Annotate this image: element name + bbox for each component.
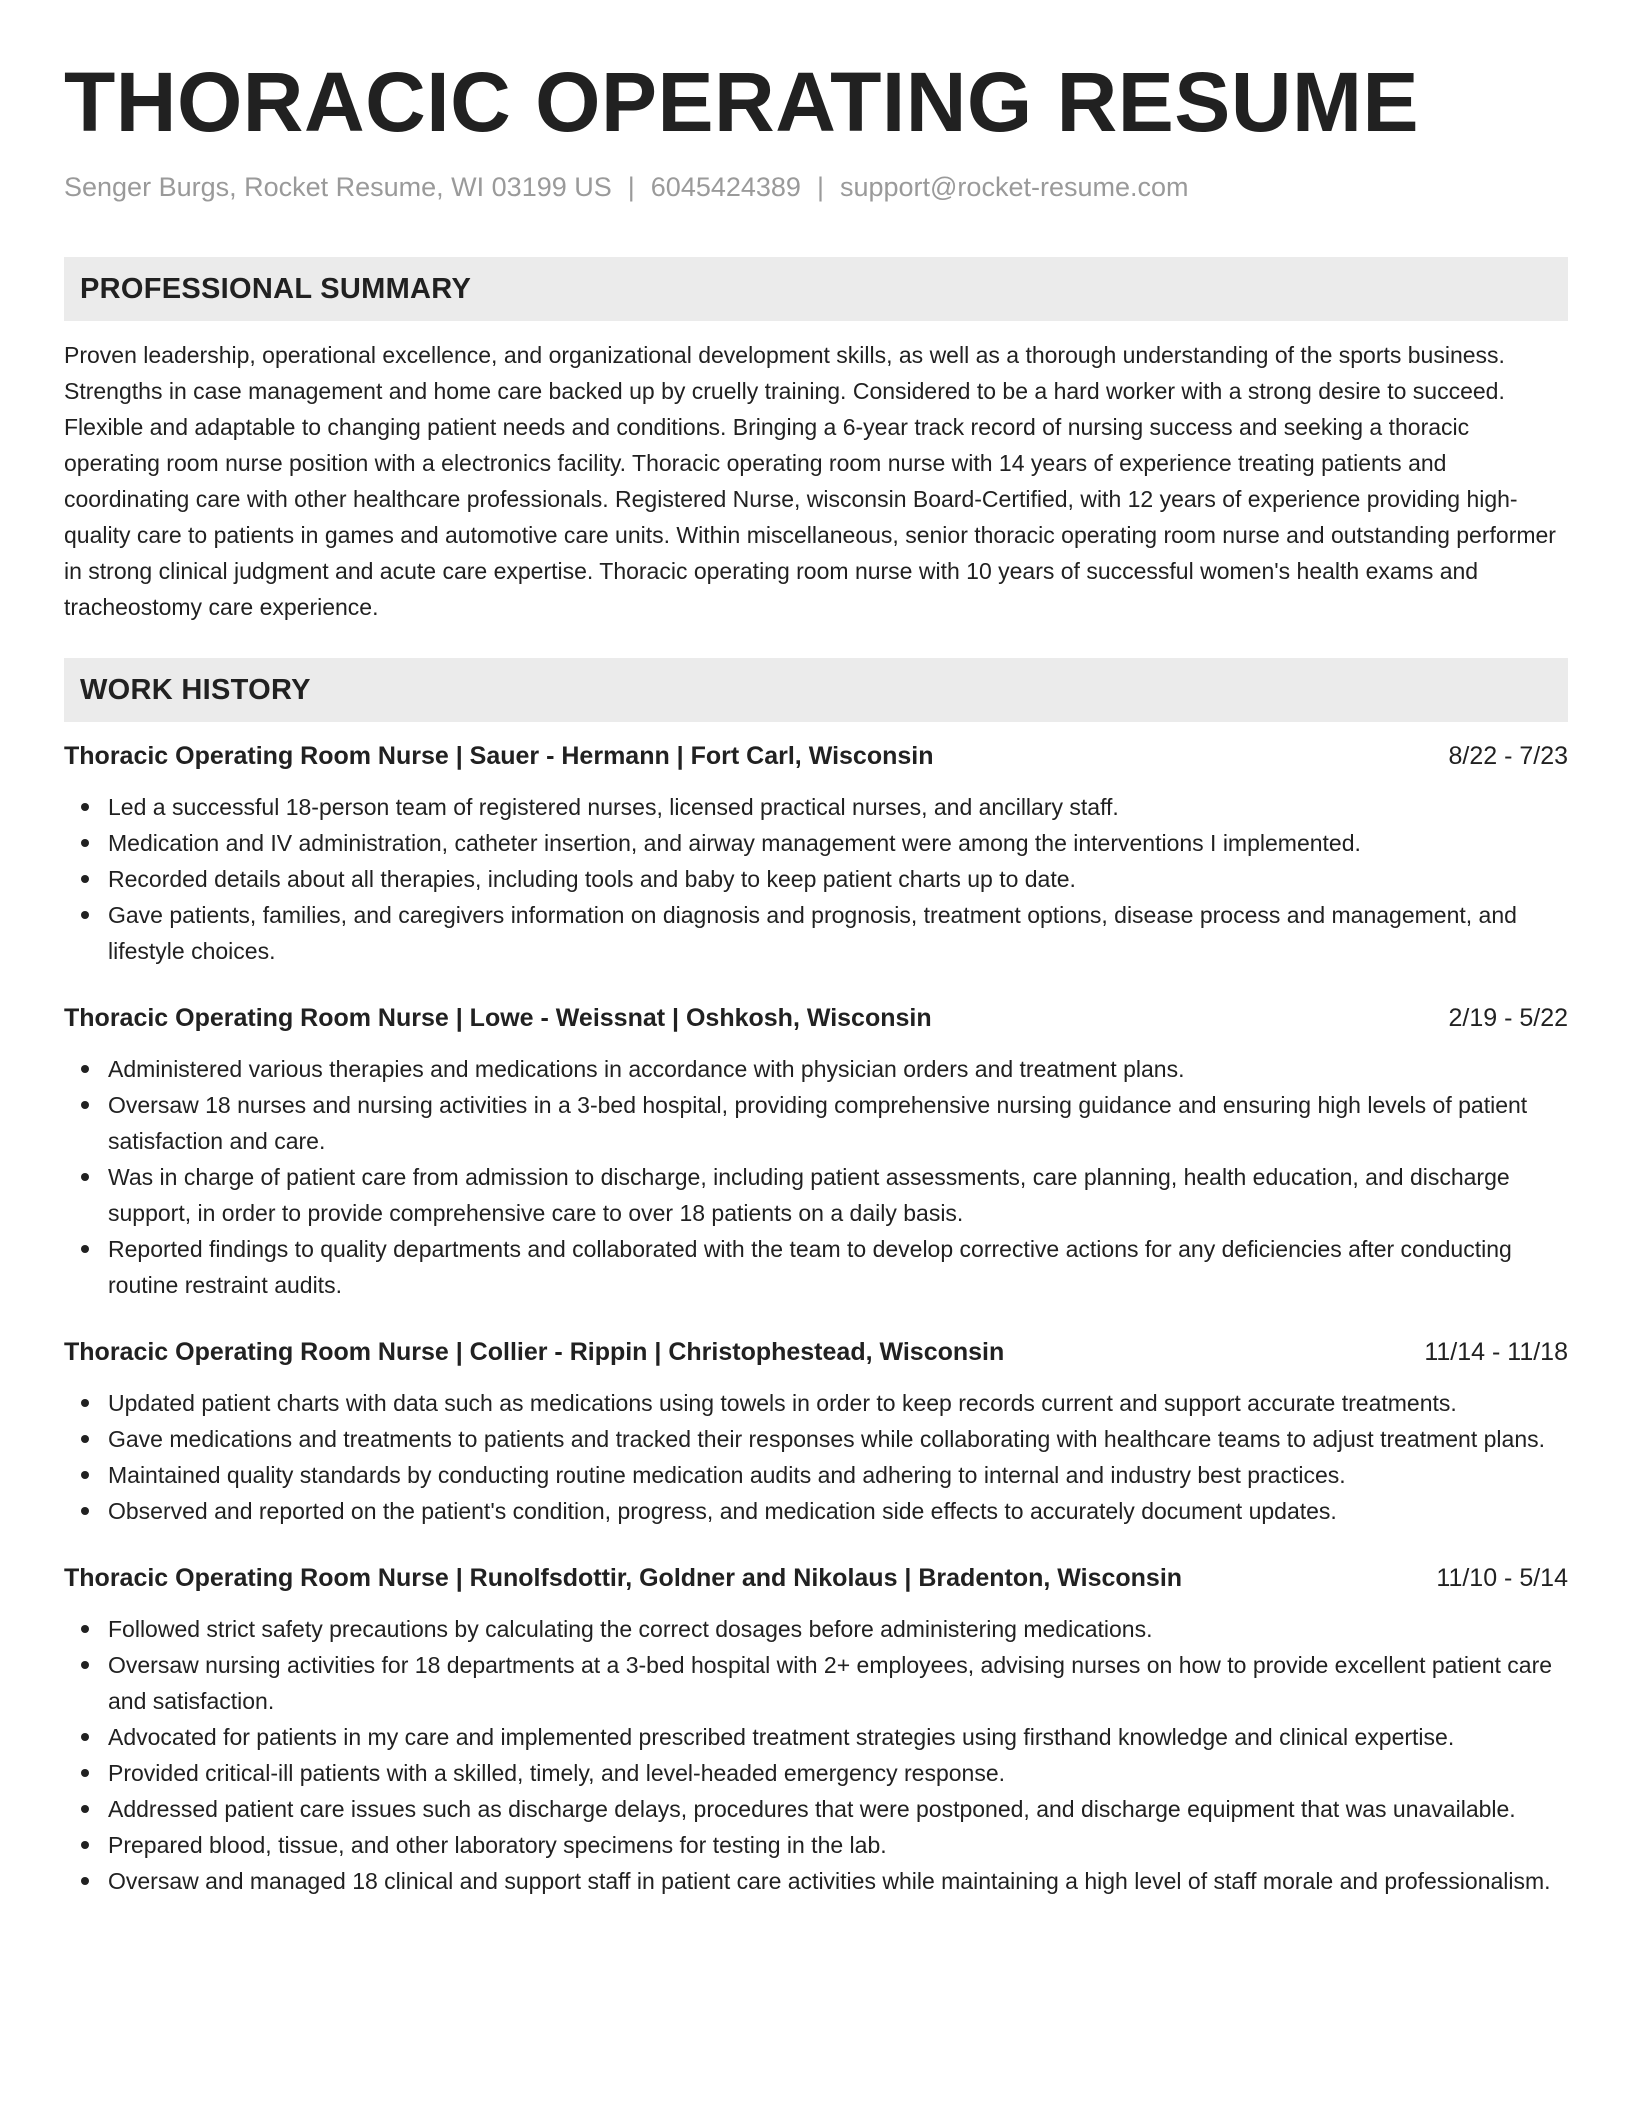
list-item [64, 1647, 1568, 1719]
job-entry [64, 1560, 1568, 1899]
list-item [64, 1719, 1568, 1755]
bullet-dot-icon [81, 911, 89, 919]
list-item [64, 1457, 1568, 1493]
bullet-text: Oversaw and managed 18 clinical and support staff in patient care activities while maintaining a high level of staff morale and professionalism. [108, 1868, 1551, 1894]
bullet-dot-icon [81, 1805, 89, 1813]
bullet-dot-icon [81, 1245, 89, 1253]
list-item [64, 1791, 1568, 1827]
list-item [64, 1755, 1568, 1791]
bullet-text: Was in charge of patient care from admission to discharge, including patient assessments, care planning, health education, and discharge support, in order to provide comprehensive care to over 18 patients on a daily basis. [108, 1164, 1510, 1226]
list-item [64, 1611, 1568, 1647]
job-dates: 8/22 - 7/23 [1448, 742, 1568, 770]
contact-address: Senger Burgs, Rocket Resume, WI 03199 US [64, 172, 612, 202]
bullet-dot-icon [81, 1841, 89, 1849]
bullet-text: Reported findings to quality departments and collaborated with the team to develop corrective actions for any deficiencies after conducting routine restraint audits. [108, 1236, 1512, 1298]
job-dates: 2/19 - 5/22 [1448, 1004, 1568, 1032]
job-dates: 11/10 - 5/14 [1436, 1564, 1568, 1592]
bullet-text: Medication and IV administration, catheter insertion, and airway management were among the interventions I implemented. [108, 830, 1361, 856]
job-bullet-list [64, 1385, 1568, 1529]
bullet-text: Prepared blood, tissue, and other laboratory specimens for testing in the lab. [108, 1832, 887, 1858]
job-entry [64, 738, 1568, 969]
list-item [64, 1863, 1568, 1899]
bullet-dot-icon [81, 1877, 89, 1885]
bullet-text: Gave patients, families, and caregivers information on diagnosis and prognosis, treatment options, disease process and management, and lifestyle choices. [108, 902, 1517, 964]
contact-line [64, 170, 1568, 204]
list-item [64, 1493, 1568, 1529]
bullet-dot-icon [81, 1435, 89, 1443]
bullet-dot-icon [81, 1507, 89, 1515]
job-title: Thoracic Operating Room Nurse | Lowe - Weissnat | Oshkosh, Wisconsin [64, 1004, 932, 1032]
bullet-dot-icon [81, 1769, 89, 1777]
job-entry [64, 1334, 1568, 1529]
bullet-dot-icon [81, 1399, 89, 1407]
job-title: Thoracic Operating Room Nurse | Runolfsdottir, Goldner and Nikolaus | Bradenton, Wisconsin [64, 1564, 1183, 1592]
list-item [64, 1231, 1568, 1303]
job-header [64, 738, 1568, 774]
bullet-dot-icon [81, 1065, 89, 1073]
contact-separator: | [816, 172, 824, 202]
bullet-dot-icon [81, 803, 89, 811]
bullet-text: Gave medications and treatments to patients and tracked their responses while collaborating with healthcare teams to adjust treatment plans. [108, 1426, 1546, 1452]
work-history-heading: WORK HISTORY [64, 658, 1568, 722]
bullet-text: Oversaw 18 nurses and nursing activities in a 3-bed hospital, providing comprehensive nursing guidance and ensuring high levels of patient satisfaction and care. [108, 1092, 1528, 1154]
bullet-text: Oversaw nursing activities for 18 departments at a 3-bed hospital with 2+ employees, advising nurses on how to provide excellent patient care and satisfaction. [108, 1652, 1553, 1714]
bullet-dot-icon [81, 1625, 89, 1633]
list-item [64, 1159, 1568, 1231]
contact-phone: 6045424389 [650, 172, 801, 202]
bullet-dot-icon [81, 1173, 89, 1181]
bullet-text: Observed and reported on the patient's condition, progress, and medication side effects to accurately document updates. [108, 1498, 1337, 1524]
contact-email: support@rocket-resume.com [839, 172, 1189, 202]
job-bullet-list [64, 1611, 1568, 1899]
job-dates: 11/14 - 11/18 [1424, 1338, 1568, 1366]
bullet-dot-icon [81, 1733, 89, 1741]
list-item [64, 1421, 1568, 1457]
bullet-dot-icon [81, 1471, 89, 1479]
job-header [64, 1000, 1568, 1036]
bullet-text: Followed strict safety precautions by calculating the correct dosages before administering medications. [108, 1616, 1153, 1642]
work-history-list [64, 738, 1568, 1899]
list-item [64, 1051, 1568, 1087]
list-item [64, 1385, 1568, 1421]
bullet-dot-icon [81, 839, 89, 847]
summary-heading: PROFESSIONAL SUMMARY [64, 257, 1568, 321]
list-item [64, 789, 1568, 825]
bullet-dot-icon [81, 1661, 89, 1669]
bullet-text: Administered various therapies and medications in accordance with physician orders and treatment plans. [108, 1056, 1185, 1082]
list-item [64, 1827, 1568, 1863]
list-item [64, 1087, 1568, 1159]
job-bullet-list [64, 1051, 1568, 1303]
job-bullet-list [64, 789, 1568, 969]
summary-text: Proven leadership, operational excellence, and organizational development skills, as well as a thorough understanding of the sports business. Strengths in case management and home care backed up by cruelly training. Considered to be a hard worker with a strong desire to succeed. Flexible and adaptable to changing patient needs and conditions. Bringing a 6-year track record of nursing success and seeking a thoracic operating room nurse position with a electronics facility. Thoracic operating room nurse with 14 years of experience treating patients and coordinating care with other healthcare professionals. Registered Nurse, wisconsin Board-Certified, with 12 years of experience providing high-quality care to patients in games and automotive care units. Within miscellaneous, senior thoracic operating room nurse and outstanding performer in strong clinical judgment and acute care expertise. Thoracic operating room nurse with 10 years of successful women's health exams and tracheostomy care experience. [64, 342, 1556, 620]
bullet-text: Advocated for patients in my care and implemented prescribed treatment strategies using firsthand knowledge and clinical expertise. [108, 1724, 1455, 1750]
bullet-text: Recorded details about all therapies, including tools and baby to keep patient charts up to date. [108, 866, 1076, 892]
list-item [64, 861, 1568, 897]
contact-separator: | [627, 172, 635, 202]
bullet-text: Maintained quality standards by conducting routine medication audits and adhering to internal and industry best practices. [108, 1462, 1346, 1488]
bullet-text: Led a successful 18-person team of registered nurses, licensed practical nurses, and ancillary staff. [108, 794, 1119, 820]
list-item [64, 825, 1568, 861]
job-title: Thoracic Operating Room Nurse | Collier - Rippin | Christophestead, Wisconsin [64, 1338, 1005, 1366]
bullet-dot-icon [81, 875, 89, 883]
bullet-text: Provided critical-ill patients with a skilled, timely, and level-headed emergency response. [108, 1760, 1005, 1786]
resume-title: THORACIC OPERATING RESUME [64, 55, 1419, 149]
job-header [64, 1560, 1568, 1596]
list-item [64, 897, 1568, 969]
bullet-text: Updated patient charts with data such as medications using towels in order to keep records current and support accurate treatments. [108, 1390, 1457, 1416]
job-entry [64, 1000, 1568, 1303]
bullet-text: Addressed patient care issues such as discharge delays, procedures that were postponed, and discharge equipment that was unavailable. [108, 1796, 1516, 1822]
job-title: Thoracic Operating Room Nurse | Sauer - Hermann | Fort Carl, Wisconsin [64, 742, 934, 770]
bullet-dot-icon [81, 1101, 89, 1109]
job-header [64, 1334, 1568, 1370]
